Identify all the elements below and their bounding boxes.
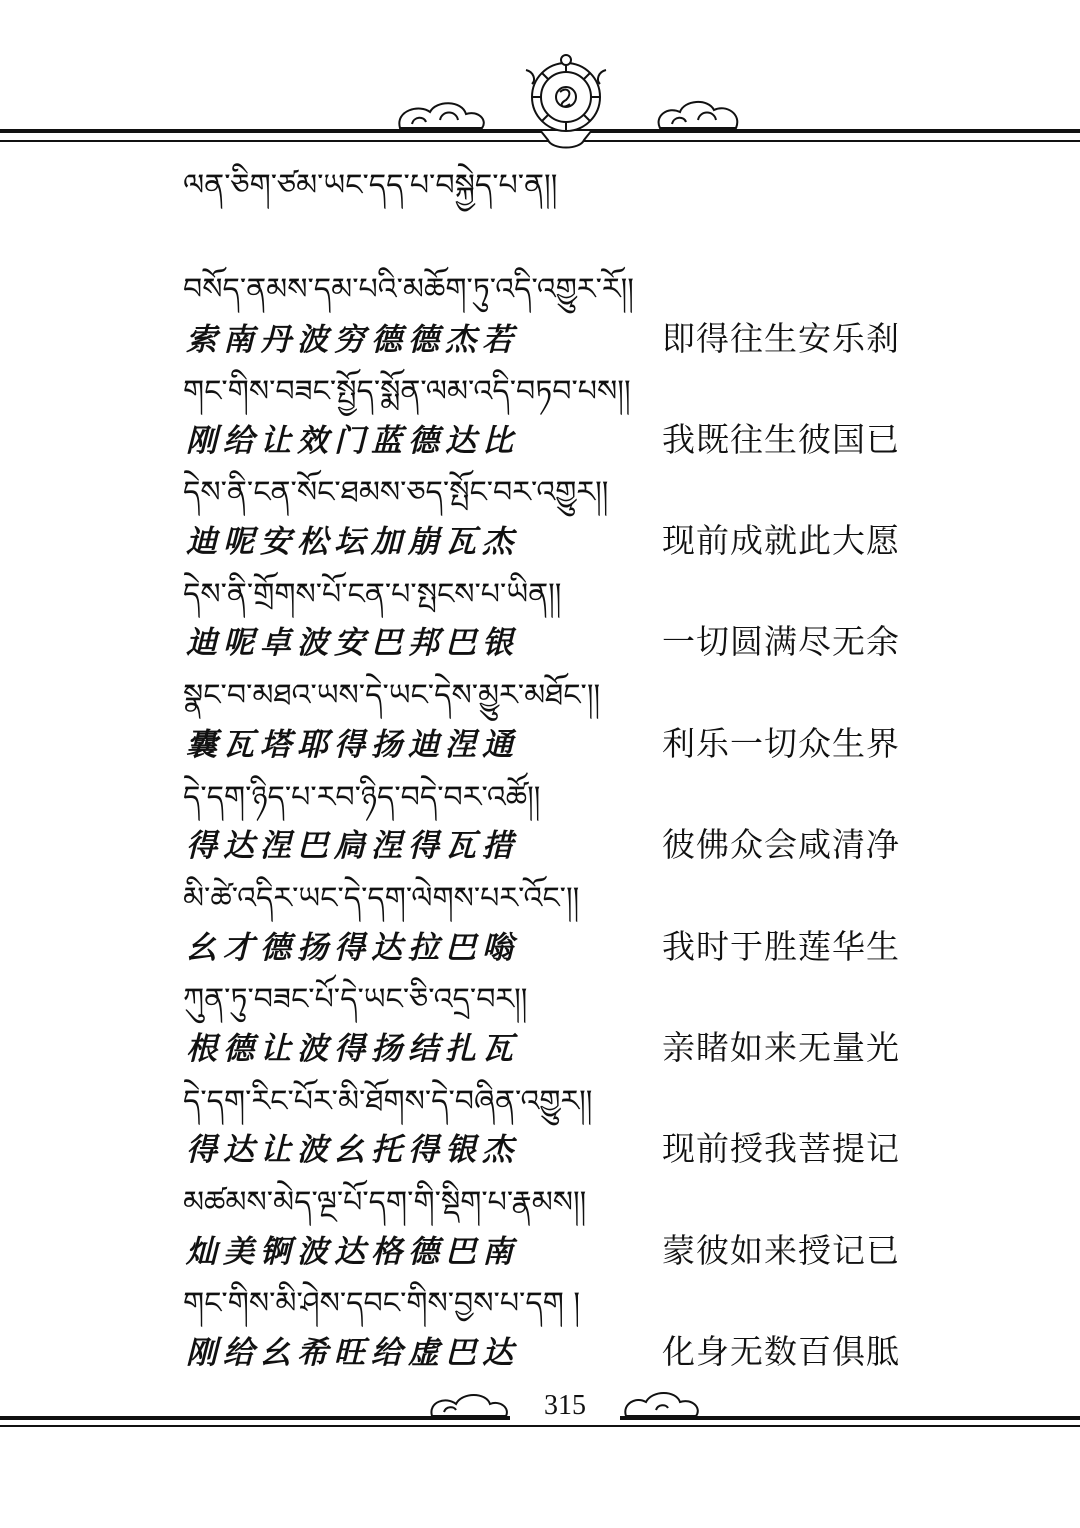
tibetan-line-5: དེས་ནི་གྲོགས་པོ་ངན་པ་སྤངས་པ་ཡིན།། (183, 577, 562, 612)
tibetan-line-12: གང་གིས་མི་ཤེས་དབང་གིས་བྱས་པ་དག ། (183, 1286, 581, 1321)
cloud-ornament-bottom-left (431, 1395, 506, 1416)
transliteration-line-8: 幺才德扬得达拉巴嗡 (186, 930, 519, 965)
chinese-line-11: 蒙彼如来授记已 (662, 1234, 900, 1270)
transliteration-line-2: 索南丹波穷德德杰若 (186, 322, 519, 357)
transliteration-line-7: 得达涅巴扃涅得瓦措 (186, 828, 519, 863)
tibetan-line: ལན་ཅིག་ཙམ་ཡང་དད་པ་བསྐྱེད་པ་ན།། (183, 168, 558, 203)
tibetan-line-6: སྣང་བ་མཐའ་ཡས་དེ་ཡང་དེས་མྱུར་མཐོང་།། (183, 678, 601, 713)
transliteration-line-10: 得达让波幺托得银杰 (186, 1132, 519, 1167)
transliteration-line-11: 灿美锕波达格德巴南 (186, 1234, 519, 1269)
transliteration-line-3: 刚给让效门蓝德达比 (186, 423, 519, 458)
transliteration-line-4: 迪呢安松坛加崩瓦杰 (186, 524, 519, 559)
chinese-line-12: 化身无数百俱胝 (662, 1335, 900, 1371)
page-number: 315 (544, 1390, 586, 1421)
tibetan-line-9: ཀུན་ཏུ་བཟང་པོ་དེ་ཡང་ཅི་འདྲ་བར།། (183, 982, 528, 1017)
verse-list (0, 152, 1080, 255)
verse-1 (0, 152, 1080, 255)
tibetan-line-10: དེ་དག་རིང་པོར་མི་ཐོགས་དེ་བཞིན་འགྱུར།། (183, 1084, 593, 1119)
chinese-line-5: 一切圆满尽无余 (662, 625, 900, 661)
tibetan-line-4: དེས་ནི་ངན་སོང་ཐམས་ཅད་སྤོང་བར་འགྱུར།། (183, 475, 609, 510)
tibetan-line-2: བསོད་ནམས་དམ་པའི་མཆོག་ཏུ་འདི་འགྱུར་རོ།། (183, 272, 634, 307)
tibetan-line-3: གང་གིས་བཟང་སྤྱོད་སྨོན་ལམ་འདི་བཏབ་པས།། (183, 374, 631, 409)
chinese-line-10: 现前授我菩提记 (662, 1132, 900, 1168)
cloud-ornament-right (659, 102, 738, 128)
transliteration-line-9: 根德让波得扬结扎瓦 (186, 1031, 519, 1066)
tibetan-line-8: མི་ཚེ་འདིར་ཡང་དེ་དག་ལེགས་པར་འོང་།། (183, 881, 580, 916)
chinese-line-8: 我时于胜莲华生 (662, 930, 900, 966)
cloud-ornament-left (399, 103, 483, 128)
chinese-line-6: 利乐一切众生界 (662, 727, 900, 763)
cloud-ornament-bottom-right (625, 1393, 697, 1416)
tibetan-line-7: དེ་དག་ཉིད་པ་རབ་ཉིད་བདེ་བར་འཚོ།། (183, 780, 541, 815)
chinese-line-3: 我既往生彼国已 (662, 423, 900, 459)
dharma-wheel-icon (526, 55, 606, 148)
transliteration-line-5: 迪呢卓波安巴邦巴银 (186, 625, 519, 660)
chinese-line-4: 现前成就此大愿 (662, 524, 900, 560)
chinese-line-9: 亲睹如来无量光 (662, 1031, 900, 1067)
chinese-line-7: 彼佛众会咸清净 (662, 828, 900, 864)
header-ornament (0, 0, 1080, 160)
chinese-line-2: 即得往生安乐刹 (662, 322, 900, 358)
transliteration-line-6: 囊瓦塔耶得扬迪涅通 (186, 727, 519, 762)
tibetan-line-11: མཚམས་མེད་ལྔ་པོ་དག་གི་སྡིག་པ་རྣམས།། (183, 1185, 587, 1220)
transliteration-line-12: 刚给幺希旺给虚巴达 (186, 1335, 519, 1370)
